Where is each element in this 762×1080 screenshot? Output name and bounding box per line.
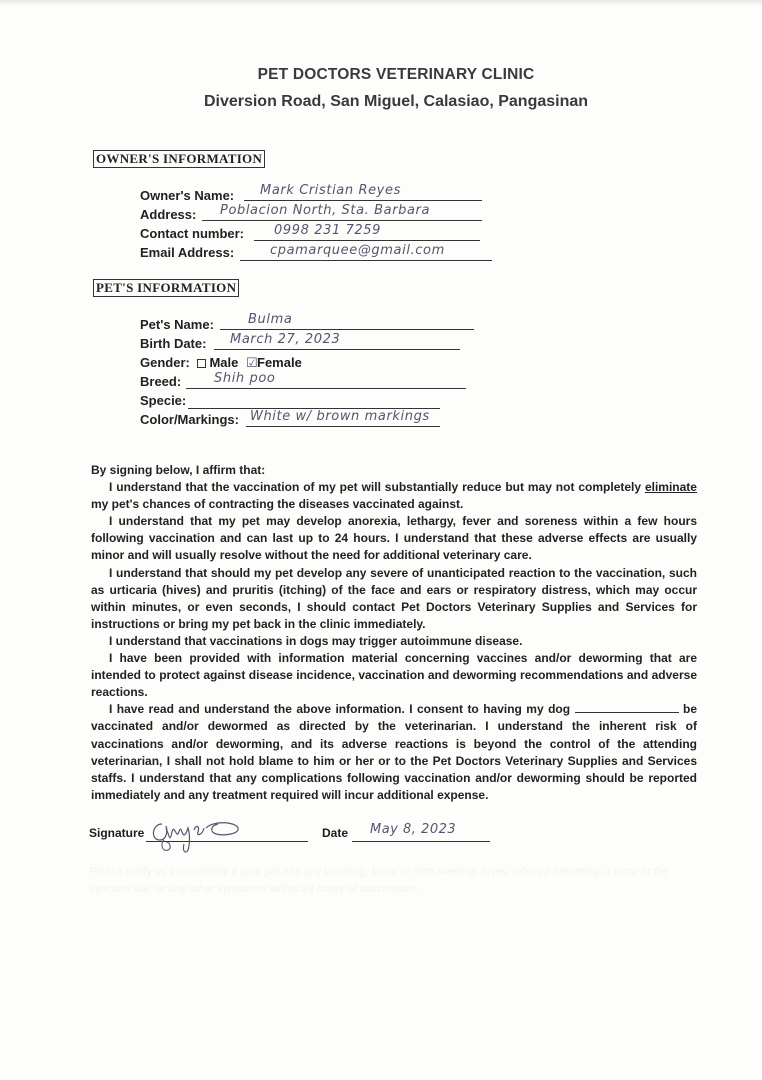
date-field[interactable] [352, 822, 490, 842]
pet-breed-field[interactable]: Shih poo [186, 371, 466, 389]
affirmation-p6-end: be vaccinated and/or dewormed as directed by the veterinarian. I understand the inherent risk of vaccinations and/or deworming, and its adverse reactions is beyond the control of the attending veterinarian, I shall not hold blame to him or her or to the Pet Doctors Veterinary Supplies and Services staffs. I understand that any complications following vaccination and/or deworming should be reported immediately and any treatment required will incur additional expense. [91, 702, 698, 802]
pet-color-label: Color/Markings: [140, 412, 239, 427]
pet-specie-row [140, 393, 186, 411]
pet-birthdate-row [140, 332, 341, 354]
affirmation-p1-underlined: eliminate [644, 480, 697, 495]
pet-color-field[interactable]: White w/ brown markings [246, 409, 440, 427]
owner-email-field[interactable]: cpamarquee@gmail.com [240, 243, 492, 261]
pet-color-row [140, 409, 430, 430]
owner-name-label: Owner's Name: [140, 188, 235, 203]
date-value: May 8, 2023 [370, 822, 457, 837]
pet-breed-row [140, 371, 276, 392]
clinic-address: Diversion Road, San Miguel, Calasiao, Pangasinan [203, 93, 589, 110]
affirmation-p6-start: I have read and understand the above information. I consent to having my dog [109, 702, 571, 717]
signature-row [89, 826, 144, 840]
dog-name-blank-field[interactable] [575, 701, 679, 713]
pet-name-row [140, 312, 293, 335]
pet-breed-label: Breed: [140, 374, 182, 389]
affirmation-paragraph-2: I understand that my pet may develop anorexia, lethargy, fever and soreness within a few hours following vaccination and can last up to 24 hours. I understand that these adverse effects are usually minor and will usually resolve without the need for additional veterinary care. [91, 514, 697, 563]
pet-section-title: PET'S INFORMATION [93, 279, 239, 297]
signature-label: Signature [89, 826, 145, 840]
owner-section-title: OWNER'S INFORMATION [93, 150, 265, 168]
pet-gender-label: Gender: [140, 355, 190, 370]
pet-specie-label: Specie: [140, 393, 187, 408]
affirmation-p1-start: I understand that the vaccination of my pet will substantially reduce but may not completely [109, 480, 642, 495]
date-label: Date [322, 826, 349, 840]
owner-contact-row [140, 223, 382, 244]
owner-contact-label: Contact number: [140, 226, 244, 241]
owner-contact-field[interactable]: 0998 231 7259 [254, 223, 480, 241]
affirmation-paragraph-6 [91, 701, 697, 804]
affirmation-paragraph-1 [91, 479, 697, 513]
pet-specie-field[interactable] [188, 391, 440, 409]
pet-name-label: Pet's Name: [140, 317, 214, 332]
affirmation-p1-end: my pet's chances of contracting the diseases vaccinated against. [91, 497, 464, 512]
gender-female-label: Female [257, 355, 302, 370]
affirmation-intro: By signing below, I affirm that: [91, 463, 266, 477]
owner-address-field[interactable]: Poblacion North, Sta. Barbara [202, 203, 482, 221]
faded-footer-note: Please notify us immediately if your pet has any vomiting, facial or limb swelling, hives, labored breathing, a lump at the injection site, or any other symptoms within 24 hours of vaccination. [89, 866, 669, 895]
pet-birthdate-field[interactable]: March 27, 2023 [214, 332, 460, 350]
scan-edge [0, 0, 762, 6]
owner-name-field[interactable]: Mark Cristian Reyes [244, 183, 482, 201]
gender-male-label: Male [209, 355, 239, 370]
affirmation-paragraph-4: I understand that vaccinations in dogs may trigger autoimmune disease. [109, 633, 523, 648]
pet-birthdate-label: Birth Date: [140, 336, 207, 351]
owner-address-label: Address: [140, 207, 197, 222]
handwritten-signature [146, 814, 246, 856]
affirmation-paragraph-5: I have been provided with information material concerning vaccines and/or deworming that are intended to protect against disease incidence, vaccination and deworming recommendations and adverse reactions. [91, 651, 697, 700]
gender-female-checkbox-checked[interactable]: ☑ [246, 355, 258, 370]
date-row [322, 826, 348, 840]
owner-address-row [140, 203, 431, 225]
pet-name-field[interactable]: Bulma [220, 312, 474, 330]
clinic-name: PET DOCTORS VETERINARY CLINIC [257, 66, 535, 83]
owner-email-label: Email Address: [140, 245, 235, 260]
gender-male-checkbox[interactable] [197, 359, 206, 368]
affirmation-paragraph-3: I understand that should my pet develop any severe of unanticipated reaction to the vaccination, such as urticaria (hives) and pruritis (itching) of the face and ears or respiratory distress, which may occur within minutes, or even seconds, I should contact Pet Doctors Veterinary Supplies and Services for instructions or bring my pet back in the clinic immediately. [91, 565, 697, 631]
affirmation-text [91, 462, 697, 804]
owner-email-row [140, 243, 445, 263]
